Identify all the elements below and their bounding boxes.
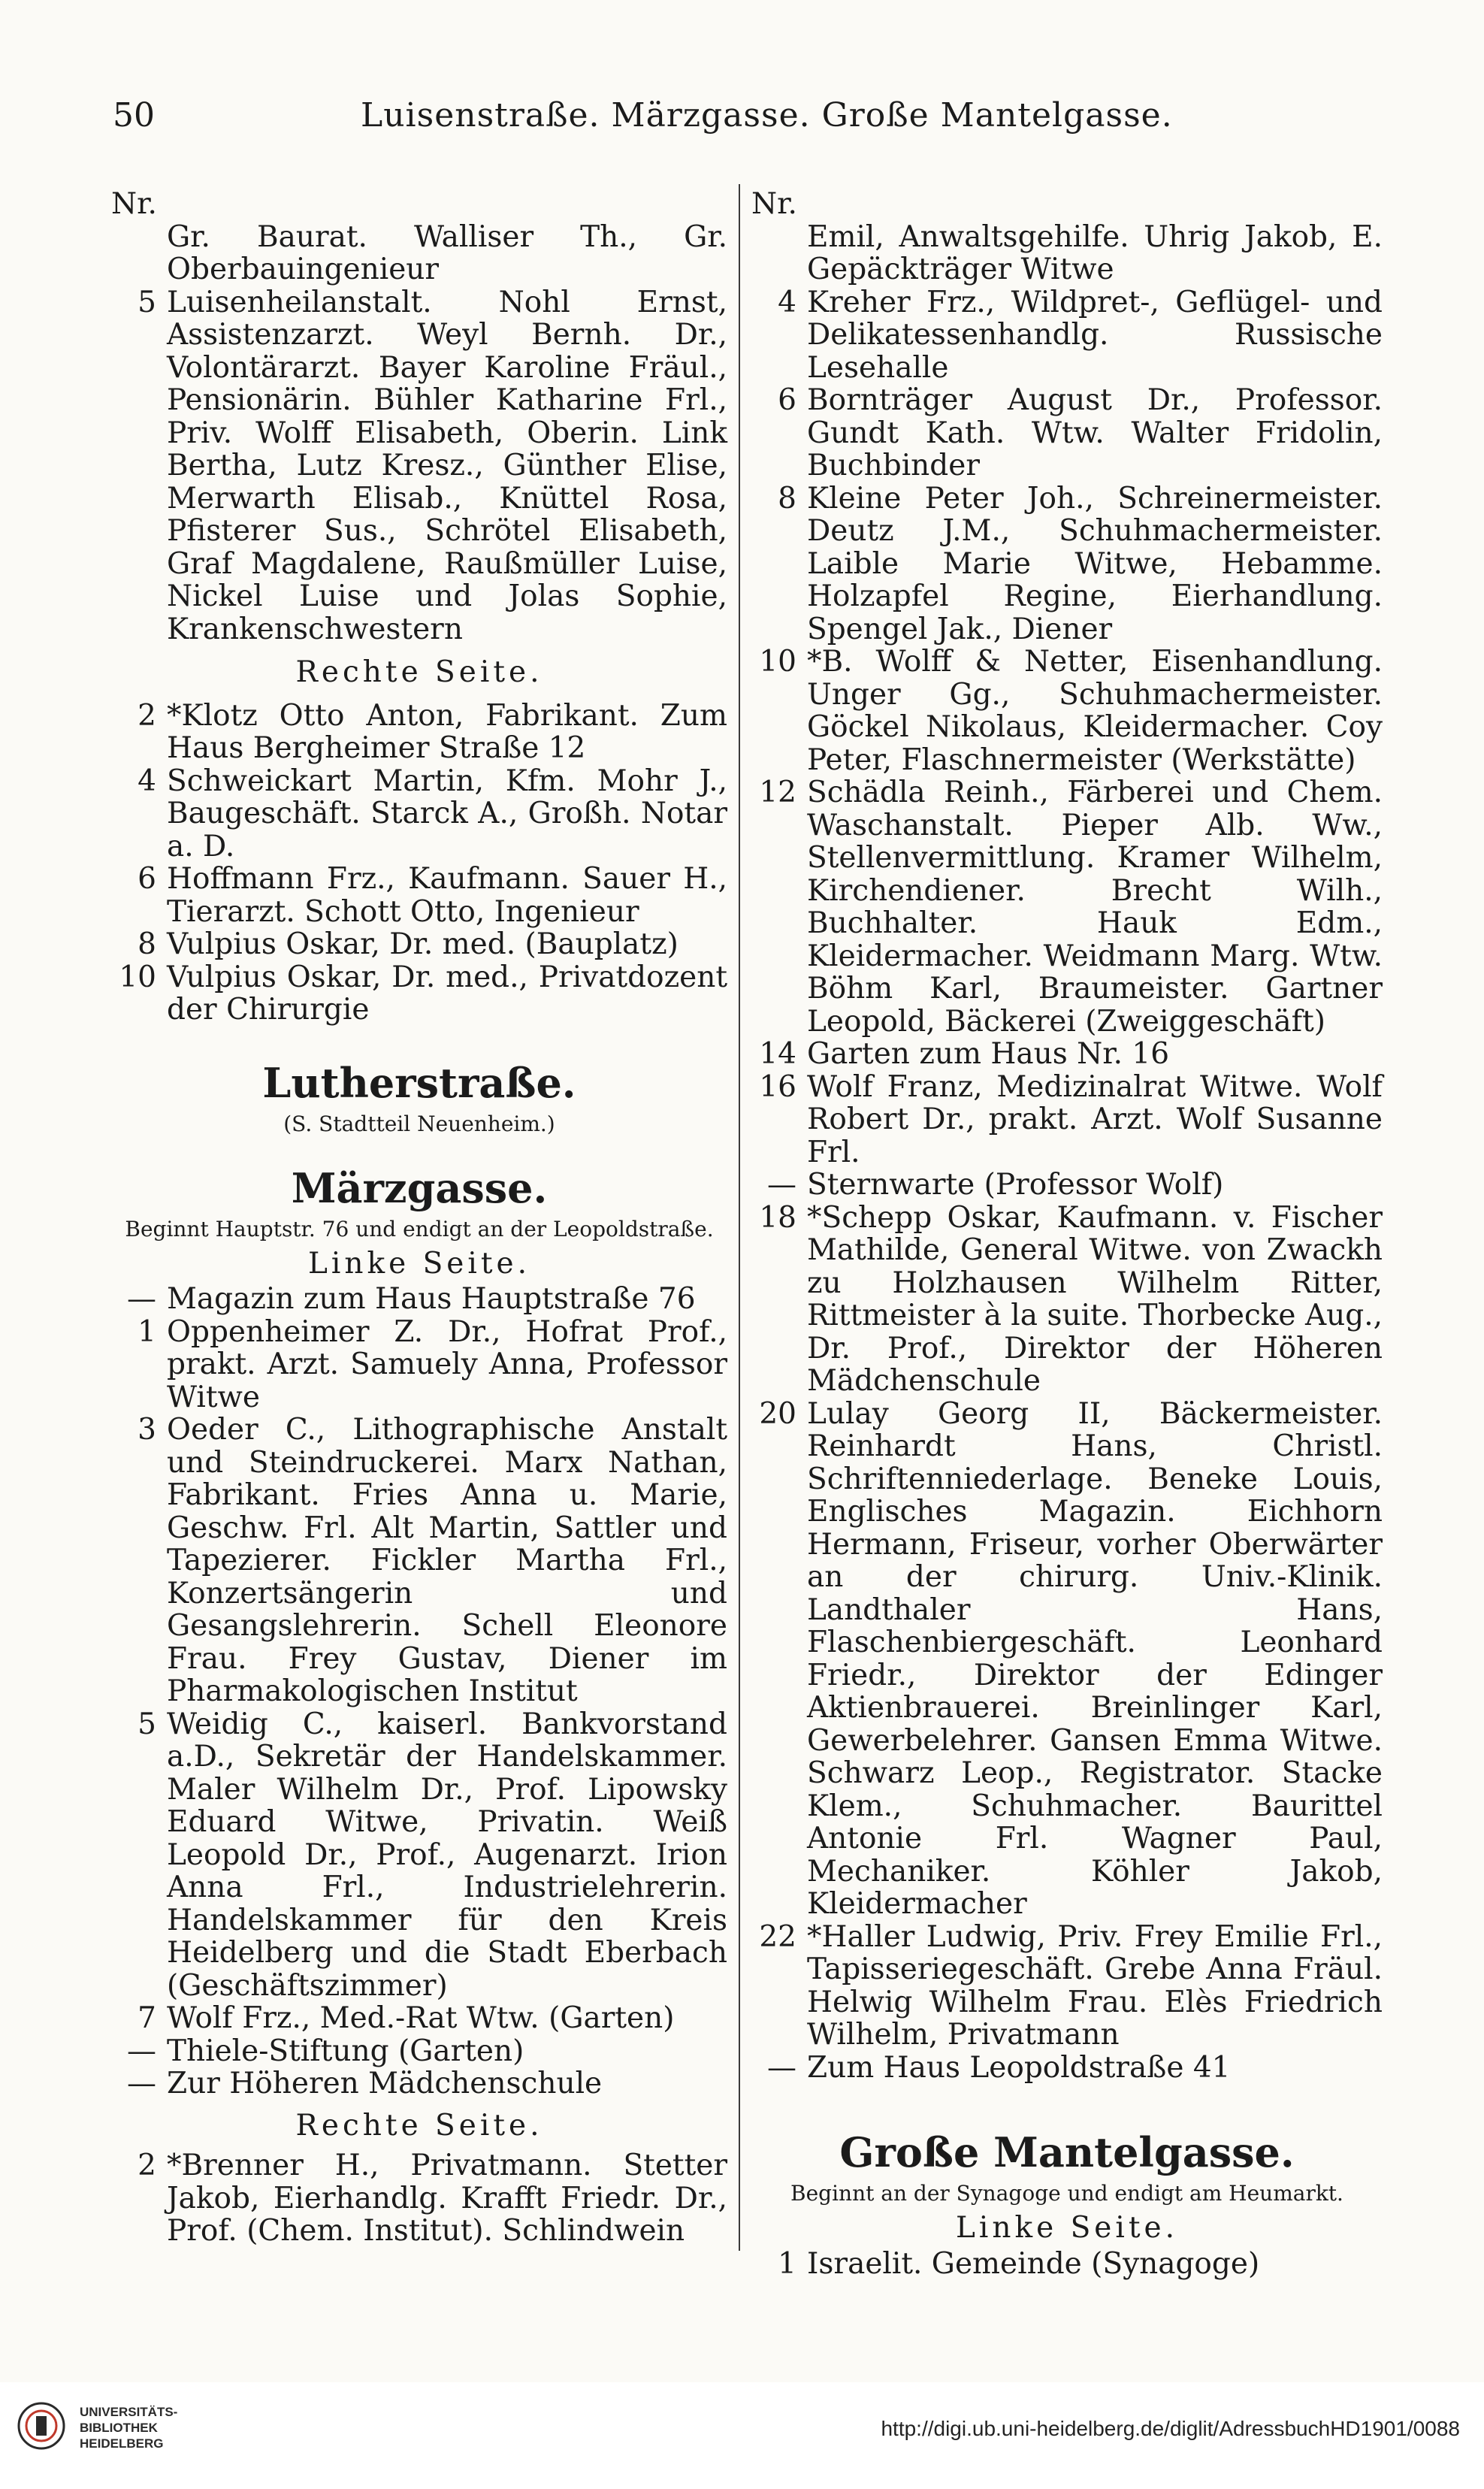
list-item bbox=[111, 961, 727, 1027]
entry-list bbox=[111, 1283, 727, 2100]
house-number: 12 bbox=[759, 776, 796, 809]
list-item bbox=[751, 1071, 1383, 1169]
list-item bbox=[111, 928, 727, 961]
entry-text: Luisenheilanstalt. Nohl Ernst, Assistenzarzt. Weyl Bernh. Dr., Volontärarzt. Bayer Karoline Fräul., Pensionärin. Bühler Katharine Frl., Priv. Wolff Elisabeth, Oberin. Link Bertha, Lutz Kresz., Günther Elise, Merwarth Elisab., Knüttel Rosa, Pfisterer Sus., Schrötel Elisabeth, Graf Magdalene, Raußmüller Luise, Nickel Luise und Jolas Sophie, Krankenschwestern bbox=[167, 285, 727, 646]
list-item bbox=[111, 1283, 727, 1316]
entry-text: *B. Wolff & Netter, Eisenhandlung. Unger Gg., Schuhmachermeister. Göckel Nikolaus, Kleidermacher. Coy Peter, Flaschnermeister (Werkstätte) bbox=[807, 645, 1383, 777]
entry-text: Israelit. Gemeinde (Synagoge) bbox=[807, 2246, 1260, 2281]
entry-text: *Klotz Otto Anton, Fabrikant. Zum Haus Bergheimer Straße 12 bbox=[167, 698, 727, 765]
street-subtitle: Beginnt Hauptstr. 76 und endigt an der Leopoldstraße. bbox=[125, 1216, 714, 1241]
entry-text: Zum Haus Leopoldstraße 41 bbox=[807, 2050, 1231, 2085]
list-item bbox=[751, 1202, 1383, 1398]
entry-text: Kreher Frz., Wildpret-, Geflügel- und Delikatessenhandlg. Russische Lesehalle bbox=[807, 285, 1383, 385]
house-number: 8 bbox=[778, 481, 796, 516]
street-title-maerzgasse: Märzgasse. bbox=[291, 1163, 548, 1212]
entry-list bbox=[751, 286, 1383, 2085]
entry-list bbox=[111, 2149, 727, 2248]
house-number: — bbox=[127, 2034, 156, 2068]
house-number: 10 bbox=[119, 960, 156, 994]
running-head: Luisenstraße. Märzgasse. Große Mantelgasse. bbox=[361, 96, 1173, 135]
house-number: 22 bbox=[759, 1919, 796, 1954]
entry-text: Sternwarte (Professor Wolf) bbox=[807, 1168, 1224, 1202]
list-item bbox=[111, 765, 727, 863]
continued-entry: Emil, Anwaltsgehilfe. Uhrig Jakob, E. Gepäckträger Witwe bbox=[807, 219, 1383, 286]
list-item bbox=[751, 2052, 1383, 2085]
entry-text: *Brenner H., Privatmann. Stetter Jakob, Eierhandlg. Krafft Friedr. Dr., Prof. (Chem. Institut). Schlindwein bbox=[167, 2149, 727, 2248]
entry-text: Schädla Reinh., Färberei und Chem. Waschanstalt. Pieper Alb. Ww., Stellenvermittlung. Kramer Wilhelm, Kirchendiener. Brecht Wilh., Buchhalter. Hauk Edm., Kleidermacher. Weidmann Marg. Wtw. Böhm Karl, Braumeister. Gartner Leopold, Bäckerei (Zweiggeschäft) bbox=[807, 776, 1383, 1039]
column-divider bbox=[739, 184, 740, 2251]
nr-label: Nr. bbox=[751, 187, 797, 221]
entry-text: Weidig C., kaiserl. Bankvorstand a.D., Sekretär der Handelskammer. Maler Wilhelm Dr., Prof. Lipowsky Eduard Witwe, Privatin. Weiß Leopold Dr., Prof., Augenarzt. Irion Anna Frl., Industrielehrerin. Handelskammer für den Kreis Heidelberg und die Stadt Eberbach (Geschäftszimmer) bbox=[167, 1707, 727, 2003]
list-item bbox=[751, 482, 1383, 646]
left-column bbox=[111, 188, 727, 2248]
house-number: 8 bbox=[138, 927, 156, 961]
entry-text: Magazin zum Haus Hauptstraße 76 bbox=[167, 1282, 696, 1316]
list-item bbox=[111, 286, 727, 646]
entry-text: Lulay Georg II, Bäckermeister. Reinhardt Hans, Christl. Schriftenniederlage. Beneke Louis, Englisches Magazin. Eichhorn Hermann, Friseur, vorher Oberwärter an der chirurg. Univ.-Klinik. Landthaler Hans, Flaschenbiergeschäft. Leonhard Friedr., Direktor der Edinger Aktienbrauerei. Breinlinger Karl, Gewerbelehrer. Gansen Emma Witwe. Schwarz Leop., Registrator. Stacke Klem., Schuhmacher. Baurittel Antonie Frl. Wagner Paul, Mechaniker. Köhler Jakob, Kleidermacher bbox=[807, 1396, 1383, 1921]
entry-text: Zur Höheren Mädchenschule bbox=[167, 2067, 603, 2100]
entry-text: Bornträger August Dr., Professor. Gundt Kath. Wtw. Walter Fridolin, Buchbinder bbox=[807, 383, 1383, 482]
house-number: — bbox=[127, 1282, 156, 1316]
street-title-grosse-mantelgasse: Große Mantelgasse. bbox=[839, 2128, 1295, 2176]
logo-text: UNIVERSITÄTS- BIBLIOTHEK HEIDELBERG bbox=[80, 2405, 178, 2451]
list-item bbox=[751, 1169, 1383, 1202]
library-logo bbox=[15, 2394, 210, 2465]
list-item bbox=[751, 1921, 1383, 2052]
house-number: 7 bbox=[138, 2001, 156, 2035]
house-number: 1 bbox=[778, 2246, 796, 2281]
entry-text: Kleine Peter Joh., Schreinermeister. Deutz J.M., Schuhmachermeister. Laible Marie Witwe, Hebamme. Holzapfel Regine, Eierhandlung. Spengel Jak., Diener bbox=[807, 481, 1383, 646]
entry-text: Wolf Franz, Medizinalrat Witwe. Wolf Robert Dr., prakt. Arzt. Wolf Susanne Frl. bbox=[807, 1069, 1383, 1169]
house-number: 2 bbox=[138, 698, 156, 733]
list-item bbox=[751, 2248, 1383, 2281]
house-number: 6 bbox=[778, 383, 796, 417]
library-seal-icon bbox=[15, 2400, 68, 2452]
entry-list bbox=[111, 286, 727, 646]
side-heading: Linke Seite. bbox=[955, 2211, 1179, 2245]
list-item bbox=[751, 646, 1383, 776]
right-column bbox=[751, 188, 1383, 2280]
list-item bbox=[751, 1038, 1383, 1071]
entry-text: Garten zum Haus Nr. 16 bbox=[807, 1037, 1170, 1071]
list-item bbox=[111, 1316, 727, 1414]
continued-entry: Gr. Baurat. Walliser Th., Gr. Oberbauingenieur bbox=[167, 219, 727, 286]
entry-list bbox=[111, 700, 727, 1027]
entry-text: *Haller Ludwig, Priv. Frey Emilie Frl., Tapisseriegeschäft. Grebe Anna Fräul. Helwig Wilhelm Frau. Elès Friedrich Wilhelm, Privatmann bbox=[807, 1919, 1383, 2052]
entry-list bbox=[751, 2248, 1383, 2281]
side-heading: Rechte Seite. bbox=[295, 655, 543, 689]
house-number: 5 bbox=[138, 1707, 156, 1741]
entry-text: Schweickart Martin, Kfm. Mohr J., Baugeschäft. Starck A., Großh. Notar a. D. bbox=[167, 764, 727, 863]
entry-text: Thiele-Stiftung (Garten) bbox=[167, 2034, 524, 2068]
source-url[interactable]: http://digi.ub.uni-heidelberg.de/diglit/AdressbuchHD1901/0088 bbox=[881, 2417, 1460, 2440]
list-item bbox=[111, 863, 727, 928]
list-item bbox=[751, 286, 1383, 385]
house-number: 6 bbox=[138, 862, 156, 896]
street-subtitle: (S. Stadtteil Neuenheim.) bbox=[283, 1111, 555, 1136]
list-item bbox=[111, 1414, 727, 1708]
entry-text: Vulpius Oskar, Dr. med. (Bauplatz) bbox=[167, 927, 679, 961]
house-number: 18 bbox=[759, 1200, 796, 1235]
entry-text: *Schepp Oskar, Kaufmann. v. Fischer Mathilde, General Witwe. von Zwackh zu Holzhausen Wilhelm Ritter, Rittmeister à la suite. Thorbecke Aug., Dr. Prof., Direktor der Höheren Mädchenschule bbox=[807, 1200, 1383, 1398]
list-item bbox=[111, 2067, 727, 2100]
list-item bbox=[111, 2035, 727, 2068]
list-item bbox=[111, 2002, 727, 2035]
house-number: 4 bbox=[778, 285, 796, 319]
house-number: 10 bbox=[759, 645, 796, 679]
house-number: 5 bbox=[138, 285, 156, 319]
page-number: 50 bbox=[113, 96, 155, 135]
list-item bbox=[111, 700, 727, 765]
house-number: — bbox=[767, 2050, 796, 2085]
entry-text: Hoffmann Frz., Kaufmann. Sauer H., Tierarzt. Schott Otto, Ingenieur bbox=[167, 862, 727, 929]
house-number: 1 bbox=[138, 1314, 156, 1349]
list-item bbox=[751, 776, 1383, 1038]
street-subtitle: Beginnt an der Synagoge und endigt am Heumarkt. bbox=[790, 2181, 1343, 2206]
house-number: 3 bbox=[138, 1413, 156, 1447]
nr-label: Nr. bbox=[111, 187, 157, 221]
entry-text: Wolf Frz., Med.-Rat Wtw. (Garten) bbox=[167, 2001, 675, 2035]
house-number: 4 bbox=[138, 764, 156, 798]
list-item bbox=[751, 1398, 1383, 1921]
side-heading: Rechte Seite. bbox=[295, 2108, 543, 2143]
house-number: — bbox=[127, 2067, 156, 2100]
list-item bbox=[111, 2149, 727, 2248]
house-number: 14 bbox=[759, 1037, 796, 1071]
house-number: 20 bbox=[759, 1396, 796, 1431]
page-header bbox=[113, 96, 1375, 141]
side-heading: Linke Seite. bbox=[307, 1246, 531, 1281]
house-number: — bbox=[767, 1168, 796, 1202]
house-number: 16 bbox=[759, 1069, 796, 1104]
entry-text: Oppenheimer Z. Dr., Hofrat Prof., prakt. Arzt. Samuely Anna, Professor Witwe bbox=[167, 1314, 727, 1414]
street-title-lutherstrasse: Lutherstraße. bbox=[262, 1058, 576, 1107]
list-item bbox=[111, 1708, 727, 2003]
house-number: 2 bbox=[138, 2149, 156, 2182]
list-item bbox=[751, 384, 1383, 482]
entry-text: Oeder C., Lithographische Anstalt und Steindruckerei. Marx Nathan, Fabrikant. Fries Anna u. Marie, Geschw. Frl. Alt Martin, Sattler und Tapezierer. Fickler Martha Frl., Konzertsängerin und Gesangslehrerin. Schell Eleonore Frau. Frey Gustav, Diener im Pharmakologischen Institut bbox=[167, 1413, 727, 1708]
entry-text: Vulpius Oskar, Dr. med., Privatdozent der Chirurgie bbox=[167, 960, 727, 1027]
